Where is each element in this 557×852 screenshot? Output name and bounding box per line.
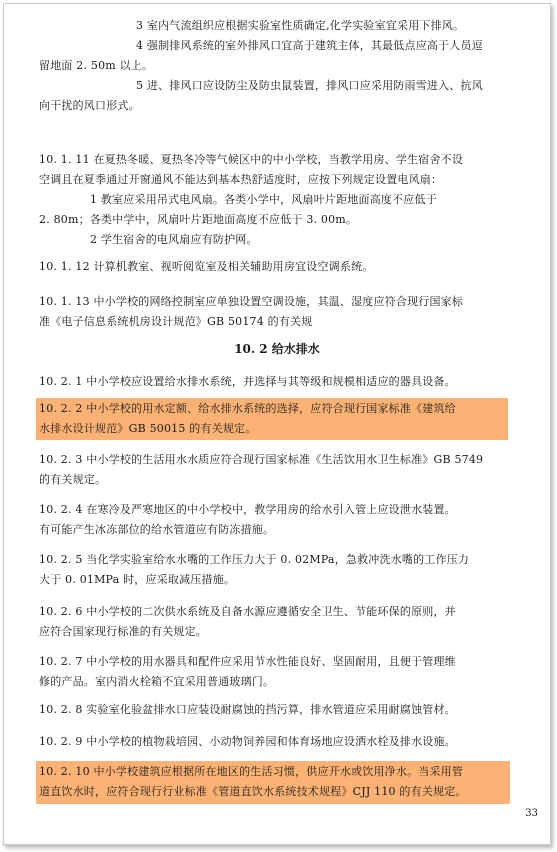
text-line: 的有关规定。	[39, 473, 107, 486]
text-line: 10. 2. 1 中小学校应设置给水排水系统，并选择与其等级和规模相适应的器具设备。	[39, 375, 456, 388]
clause-10-1-13	[39, 292, 463, 332]
section-heading: 10. 2 给水排水	[234, 342, 320, 356]
paragraph-ventilation-items	[4, 16, 483, 116]
text-line: 10. 2. 9 中小学校的植物栽培园、小动物饲养园和体育场地应设洒水栓及排水设施。	[39, 735, 456, 748]
text-line: 1 教室应采用吊式电风扇。各类小学中，风扇叶片距地面高度不应低于	[90, 193, 437, 206]
text-line: 10. 1. 12 计算机教室、视听阅览室及相关辅助用房宜设空调系统。	[39, 260, 374, 273]
clause-10-2-6	[39, 602, 456, 642]
text-line: 10. 2. 10 中小学校建筑应根据所在地区的生活习惯，供应开水或饮用净水。当采用管	[39, 765, 464, 778]
text-line: 2 学生宿舍的电风扇应有防护网。	[90, 233, 258, 246]
page-number: 33	[525, 808, 538, 819]
clause-10-2-8	[39, 700, 456, 720]
clause-10-1-11	[4, 150, 463, 250]
text-line: 空调且在夏季通过开窗通风不能达到基本热舒适度时，应按下列规定设置电风扇：	[39, 173, 443, 186]
text-line: 3 室内气流组织应根据实验室性质确定,化学实验室宜采用下排风。	[136, 19, 465, 32]
clause-10-2-2	[39, 399, 456, 439]
text-line: 4 强制排风系统的室外排风口宜高于建筑主体，其最低点应高于人员逗	[136, 39, 483, 52]
text-line: 10. 2. 2 中小学校的用水定额、给水排水系统的选择，应符合现行国家标准《建筑给	[39, 402, 456, 415]
clause-10-2-10	[39, 762, 467, 802]
clause-10-2-4	[39, 500, 456, 540]
text-line: 10. 2. 6 中小学校的二次供水系统及自备水源应遵循安全卫生、节能环保的原则，并	[39, 605, 456, 618]
text-line: 10. 2. 4 在寒冷及严寒地区的中小学校中，教学用房的给水引入管上应设泄水装置。	[39, 503, 456, 516]
text-line: 大于 0. 01MPa 时，应采取减压措施。	[39, 573, 236, 586]
text-line: 修的产品。室内消火栓箱不宜采用普通玻璃门。	[39, 675, 275, 688]
text-line: 道直饮水时，应符合现行行业标准《管道直饮水系统技术规程》CJJ 110 的有关规定。	[39, 785, 467, 798]
text-line: 准《电子信息系统机房设计规范》GB 50174 的有关规	[39, 315, 313, 328]
text-line: 10. 2. 8 实验室化验盆排水口应装设耐腐蚀的挡污算，排水管道应采用耐腐蚀管材。	[39, 703, 456, 716]
text-line: 10. 1. 11 在夏热冬暖、夏热冬冷等气候区中的中小学校，当教学用房、学生宿舍不设	[39, 153, 464, 166]
document-page	[3, 3, 551, 845]
text-line: 10. 2. 7 中小学校的用水器具和配件应采用节水性能良好、坚固耐用，且便于管理维	[39, 655, 456, 668]
clause-10-1-12	[39, 257, 373, 277]
text-line: 10. 2. 3 中小学校的生活用水水质应符合现行国家标准《生活饮用水卫生标准》GB 5749	[39, 453, 484, 466]
text-line: 留地面 2. 50m 以上。	[39, 59, 154, 72]
clause-10-2-5	[39, 550, 469, 590]
text-line: 10. 1. 13 中小学校的网络控制室应单独设置空调设施，其温、湿度应符合现行国家标	[39, 295, 464, 308]
text-line: 水排水设计规范》GB 50015 的有关规定。	[39, 422, 257, 435]
clause-10-2-1	[39, 372, 456, 392]
text-line: 应符合国家现行标准的有关规定。	[39, 625, 207, 638]
text-line: 10. 2. 5 当化学实验室给水水嘴的工作压力大于 0. 02MPa，急救冲洗水嘴的工作压力	[39, 553, 470, 566]
text-line: 2. 80m；各类中学中，风扇叶片距地面高度不应低于 3. 00m。	[39, 213, 358, 226]
clause-10-2-3	[39, 450, 483, 490]
text-line: 5 进、排风口应设防尘及防虫鼠装置，排风口应采用防雨雪进入、抗风	[136, 79, 483, 92]
text-line: 向干扰的风口形式。	[39, 99, 140, 112]
clause-10-2-9	[39, 732, 456, 752]
text-line: 有可能产生冰冻部位的给水管道应有防冻措施。	[39, 523, 275, 536]
clause-10-2-7	[39, 652, 456, 692]
